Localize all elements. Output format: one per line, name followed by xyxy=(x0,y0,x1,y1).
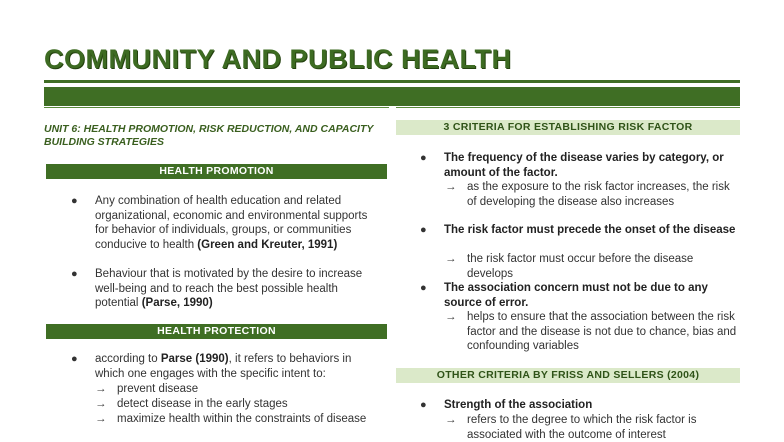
other-criteria-1-title: Strength of the association xyxy=(444,399,593,411)
protection-bullet-cite: Parse (1990) xyxy=(160,353,229,365)
page-title: COMMUNITY AND PUBLIC HEALTH xyxy=(44,44,512,74)
health-protection-header: HEALTH PROTECTION xyxy=(46,324,387,339)
bullet-icon: ● xyxy=(420,224,427,236)
criteria-1-title: The frequency of the disease varies by category, or amount of the factor. xyxy=(444,152,724,179)
criteria-3 xyxy=(420,281,736,310)
criteria-1 xyxy=(420,151,736,180)
right-divider xyxy=(396,107,740,108)
other-criteria-1 xyxy=(420,398,736,413)
criteria-1-sub-text: as the exposure to the risk factor increases, the risk of developing the disease also increases xyxy=(467,181,730,208)
protection-bullet-1 xyxy=(71,352,375,381)
arrow-icon: → xyxy=(95,413,107,425)
criteria-2-sub-text: the risk factor must occur before the disease develops xyxy=(467,253,694,280)
protection-sub-2-text: detect disease in the early stages xyxy=(117,398,288,410)
protection-sub-2 xyxy=(95,397,379,412)
arrow-icon: → xyxy=(445,253,457,265)
arrow-icon: → xyxy=(445,414,457,426)
other-criteria-1-sub xyxy=(445,413,739,442)
arrow-icon: → xyxy=(445,181,457,193)
left-divider xyxy=(44,107,389,108)
title-rule xyxy=(44,80,740,83)
promotion-bullet-1-cite: (Green and Kreuter, 1991) xyxy=(197,238,338,251)
protection-sub-3-text: maximize health within the constraints of disease xyxy=(117,413,367,425)
promotion-bullet-2 xyxy=(71,267,375,311)
bullet-icon: ● xyxy=(420,152,427,164)
arrow-icon: → xyxy=(95,398,107,410)
other-criteria-1-sub-text: refers to the degree to which the risk factor is associated with the outcome of interest xyxy=(467,414,697,441)
protection-sub-3 xyxy=(95,412,379,427)
bullet-icon: ● xyxy=(420,282,427,294)
arrow-icon: → xyxy=(445,311,457,323)
criteria-1-sub xyxy=(445,180,739,209)
criteria-header: 3 CRITERIA FOR ESTABLISHING RISK FACTOR xyxy=(396,120,740,135)
health-promotion-header: HEALTH PROMOTION xyxy=(46,164,387,179)
title-bar xyxy=(44,87,740,106)
bullet-icon: ● xyxy=(71,353,78,365)
criteria-3-title: The association concern must not be due to any source of error. xyxy=(444,282,708,309)
promotion-bullet-1 xyxy=(71,194,375,252)
promotion-bullet-1-text: Any combination of health education and related organizational, economic and environmental supports for behavior of individuals, groups, or communities conducive to health xyxy=(95,195,368,251)
protection-sub-1-text: prevent disease xyxy=(117,383,199,395)
promotion-bullet-2-cite: (Parse, 1990) xyxy=(141,297,213,310)
criteria-3-sub xyxy=(445,310,739,354)
unit-title: UNIT 6: HEALTH PROMOTION, RISK REDUCTION, AND CAPACITY BUILDING STRATEGIES xyxy=(44,123,374,148)
bullet-icon: ● xyxy=(420,399,427,411)
criteria-3-sub-text: helps to ensure that the association between the risk factor and the disease is not due to chance, bias and confounding variables xyxy=(467,311,737,353)
criteria-2-sub xyxy=(445,252,739,281)
arrow-icon: → xyxy=(95,383,107,395)
protection-bullet-post: , it refers to behaviors in which one engages with the specific intent to: xyxy=(95,353,352,380)
protection-sub-1 xyxy=(95,382,379,397)
other-criteria-header: OTHER CRITERIA BY FRISS AND SELLERS (2004) xyxy=(396,368,740,383)
bullet-icon: ● xyxy=(71,195,78,207)
criteria-2-title: The risk factor must precede the onset of the disease xyxy=(444,224,736,236)
bullet-icon: ● xyxy=(71,268,78,280)
criteria-2 xyxy=(420,223,736,238)
promotion-bullet-2-text: Behaviour that is motivated by the desire to increase well-being and to reach the best possible health potential xyxy=(95,268,363,310)
protection-bullet-pre: according to xyxy=(95,353,161,365)
